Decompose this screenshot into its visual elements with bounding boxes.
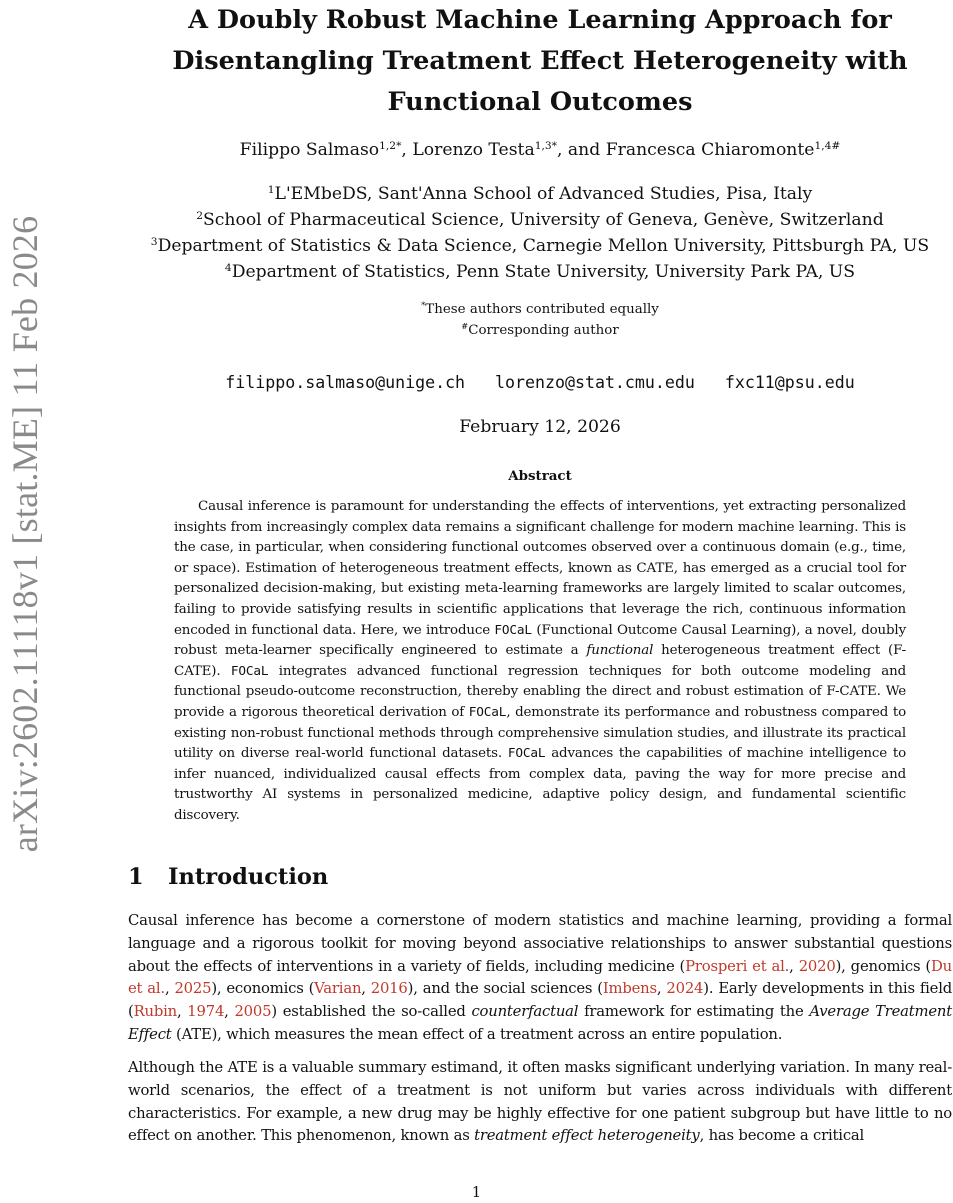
- abstract-heading: Abstract: [508, 468, 572, 484]
- abstract-span: , demonstrate its performance and robustness compared to existing non-robust functional methods through comprehensive simulation studies, and illustrate its practical utility on diverse real-world functional datasets.: [174, 704, 906, 762]
- affiliation-number: 3: [150, 235, 158, 249]
- affiliation-text: L'EMbeDS, Sant'Anna School of Advanced Studies, Pisa, Italy: [274, 184, 813, 204]
- body-text: ,: [361, 980, 371, 998]
- title-line: Disentangling Treatment Effect Heterogeneity with: [172, 46, 908, 76]
- section-title: Introduction: [168, 864, 329, 890]
- affiliation-number: 4: [224, 261, 232, 275]
- affiliation-number: 1: [267, 183, 275, 197]
- title-line: Functional Outcomes: [387, 87, 693, 117]
- body-text: ), and the social sciences (: [407, 980, 603, 998]
- citation-link[interactable]: Imbens: [602, 980, 657, 998]
- author-affiliation-marker: 1,3*: [534, 139, 557, 153]
- abstract-span: advances the capabilities of machine intelligence to infer nuanced, individualized causal effects from complex data, paving the way for more precise and trustworthy AI systems in personalized medicine, adaptive policy design, and fundamental scientific discovery.: [174, 746, 907, 823]
- note-text: Corresponding author: [468, 323, 619, 338]
- body-emphasis: Average Treatment Effect: [128, 1003, 953, 1043]
- citation-link[interactable]: Prosperi et al.: [685, 957, 790, 975]
- body-text: ), genomics (: [835, 957, 932, 975]
- affiliation: [120, 233, 953, 259]
- citation-link[interactable]: 2020: [798, 957, 836, 975]
- equal-contribution-note: [120, 299, 953, 320]
- body-emphasis: counterfactual: [471, 1003, 579, 1021]
- body-text: (ATE), which measures the mean effect of a treatment across an entire population.: [171, 1025, 783, 1043]
- affiliation-number: 2: [196, 209, 203, 223]
- body-text: ), economics (: [211, 980, 315, 998]
- body-text: ,: [224, 1003, 235, 1021]
- author-affiliation-marker: 1,2*: [379, 139, 402, 153]
- intro-paragraph: [128, 1057, 952, 1148]
- citation-link[interactable]: 2005: [234, 1003, 272, 1021]
- method-name: FOCaL: [230, 663, 269, 679]
- author-separator: ,: [401, 140, 413, 160]
- corresponding-author-note: [120, 320, 953, 341]
- author-name: Filippo Salmaso: [239, 140, 380, 160]
- citation-link[interactable]: 2025: [174, 980, 212, 998]
- method-name: FOCaL: [507, 746, 546, 762]
- affiliation: [120, 259, 953, 285]
- citation-link[interactable]: Du et al.: [128, 957, 953, 998]
- method-name: FOCaL: [468, 704, 507, 720]
- body-text: ) established the so-called: [271, 1003, 472, 1021]
- body-emphasis: treatment effect heterogeneity: [474, 1127, 700, 1145]
- body-text: ,: [789, 957, 799, 975]
- abstract-span: integrates advanced functional regression techniques for both outcome modeling and functional pseudo-outcome reconstruction, thereby enabling the direct and robust estimation of F-CATE. We provide a rigorous theoretical derivation of: [174, 663, 906, 720]
- affiliation: [120, 207, 953, 233]
- body-text: ,: [176, 1003, 188, 1021]
- abstract-emphasis: functional: [586, 643, 654, 659]
- author-notes: [120, 299, 953, 341]
- affiliation-text: Department of Statistics & Data Science, Carnegie Mellon University, Pittsburgh PA, US: [157, 236, 930, 256]
- body-text: ,: [656, 980, 667, 998]
- citation-link[interactable]: Varian: [314, 980, 362, 998]
- abstract-span: Causal inference is paramount for understanding the effects of interventions, yet extracting personalized insights from increasingly complex data remains a significant challenge for modern machine learning. This is the case, in particular, when considering functional outcomes observed over a continuous domain (e.g., time, or space). Estimation of heterogeneous treatment effects, known as CATE, has emerged as a crucial tool for personalized decision-making, but existing meta-learning frameworks are largely limited to scalar outcomes, failing to provide satisfying results in scientific applications that leverage the rich, continuous information encoded in functional data. Here, we introduce: [174, 499, 906, 638]
- email-address[interactable]: filippo.salmaso@unige.ch: [225, 373, 466, 392]
- body-text: Although the ATE is a valuable summary estimand, it often masks significant underlying variation. In many real-world scenarios, the effect of a treatment is not uniform but varies across individuals with different characteristics. For example, a new drug may be highly effective for one patient subgroup but have little to no effect on another. This phenomenon, known as: [128, 1059, 952, 1145]
- affiliation-text: Department of Statistics, Penn State University, University Park PA, US: [231, 262, 856, 282]
- body-text: ,: [164, 980, 175, 998]
- body-text: Causal inference has become a cornerstone of modern statistics and machine learning, providing a formal language and a rigorous toolkit for moving beyond associative relationships to answer substantial questions about the effects of interventions in a variety of fields, including medicine (: [128, 912, 952, 975]
- title-line: A Doubly Robust Machine Learning Approach for: [188, 5, 892, 35]
- body-text: framework for estimating the: [578, 1003, 810, 1021]
- method-name: FOCaL: [494, 622, 532, 638]
- section-number: 1: [128, 864, 144, 890]
- author-separator: , and: [556, 140, 606, 160]
- page-number: 1: [471, 1184, 482, 1201]
- intro-paragraph: [128, 910, 952, 1047]
- email-address[interactable]: fxc11@psu.edu: [724, 373, 855, 392]
- affiliation-list: [120, 181, 953, 285]
- arxiv-identifier-stamp: arXiv:2602.11118v1 [stat.ME] 11 Feb 2026: [5, 215, 45, 853]
- email-list: [120, 370, 953, 396]
- author-name: Francesca Chiaromonte: [605, 140, 815, 160]
- body-text: , has become a critical: [699, 1127, 865, 1145]
- citation-link[interactable]: 1974: [187, 1003, 225, 1021]
- paper-title: [120, 0, 953, 123]
- abstract-text: [174, 497, 906, 827]
- citation-link[interactable]: 2024: [666, 980, 704, 998]
- publication-date: February 12, 2026: [459, 417, 621, 437]
- abstract-span: heterogeneous treatment effect (F-CATE).: [174, 643, 906, 679]
- author-list: [120, 136, 953, 164]
- affiliation: [120, 181, 953, 207]
- citation-link[interactable]: Rubin: [133, 1003, 177, 1021]
- author-name: Lorenzo Testa: [412, 140, 535, 160]
- affiliation-text: School of Pharmaceutical Science, University of Geneva, Genève, Switzerland: [203, 210, 884, 230]
- note-mark: *: [421, 300, 426, 311]
- section-heading: [128, 860, 328, 894]
- citation-link[interactable]: 2016: [370, 980, 408, 998]
- abstract-span: (Functional Outcome Causal Learning), a novel, doubly robust meta-learner specifically engineered to estimate a: [174, 622, 906, 659]
- note-mark: #: [461, 321, 469, 332]
- note-text: These authors contributed equally: [425, 302, 659, 317]
- body-text: ). Early developments in this field (: [128, 980, 952, 1021]
- email-address[interactable]: lorenzo@stat.cmu.edu: [495, 373, 695, 392]
- author-affiliation-marker: 1,4#: [814, 139, 841, 153]
